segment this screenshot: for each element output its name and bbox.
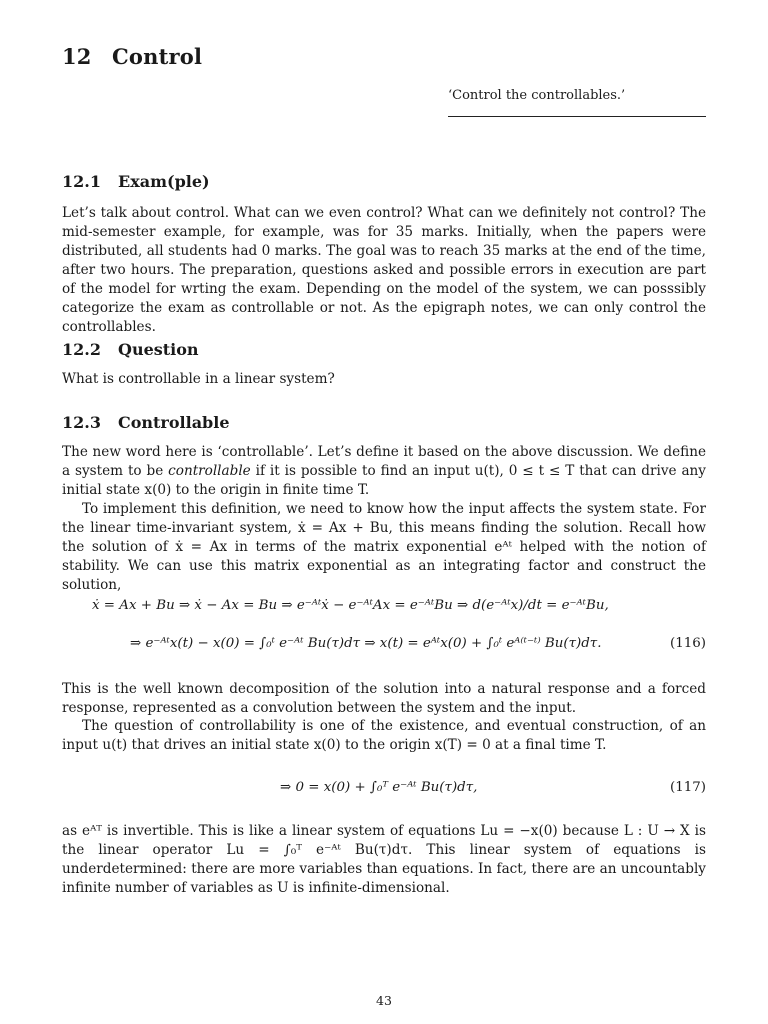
document-page xyxy=(62,0,706,1024)
section-heading-12-3 xyxy=(62,413,230,432)
paragraph-controllable-definition xyxy=(62,443,706,500)
paragraph-linear-operator: as eᴬᵀ is invertible. This is like a linear system of equations Lu = −x(0) because L : U → X is the linear operator Lu = ∫₀ᵀ e⁻ᴬᵗ Bu(τ)dτ. This linear system of equations is underdetermined: there are more variables than equations. In fact, there are an uncountably infinite number of variables as U is infinite-dimensional. xyxy=(62,823,706,896)
section-title: Question xyxy=(118,340,199,359)
emphasis-controllable: controllable xyxy=(168,463,251,479)
chapter-heading xyxy=(62,44,202,69)
paragraph-text: The new word here is ‘controllable’. Let’s define it based on the above discussion. We define a system to be xyxy=(62,444,706,479)
equation-116 xyxy=(62,592,706,654)
section-title: Exam(ple) xyxy=(118,172,210,191)
chapter-title: Control xyxy=(112,44,203,69)
section-heading-12-2 xyxy=(62,340,199,359)
section-number: 12.1 xyxy=(62,172,101,191)
equation-117-line: ⇒ 0 = x(0) + ∫₀ᵀ e⁻ᴬᵗ Bu(τ)dτ, xyxy=(280,780,478,795)
paragraph-exam: Let’s talk about control. What can we even control? What can we definitely not control? The mid-semester example, for example, was for 35 marks. Initially, when the papers were distributed, all students had 0 marks. The goal was to reach 35 marks at the end of the time, after two hours. The preparation, questions asked and possible errors in execution are part of the model for wrting the exam. Depending on the model of the system, we can posssibly categorize the exam as controllable or not. As the epigraph notes, we can only control the controllables. xyxy=(62,205,706,335)
equation-116-line-2: ⇒ e⁻ᴬᵗx(t) − x(0) = ∫₀ᵗ e⁻ᴬᵗ Bu(τ)dτ ⇒ x(t) = eᴬᵗx(0) + ∫₀ᵗ eᴬ⁽ᵗ⁻ᵗ⁾ Bu(τ)dτ. xyxy=(130,636,602,651)
equation-number: (116) xyxy=(669,636,706,651)
epigraph-rule xyxy=(448,116,706,117)
chapter-number: 12 xyxy=(62,44,92,69)
epigraph: ‘Control the controllables.’ xyxy=(448,88,626,103)
paragraph-implementation: To implement this definition, we need to know how the input affects the system state. For the linear time-invariant system, ẋ = Ax + Bu, this means finding the solution. Recall how the solution of ẋ = Ax in terms of the matrix exponential eᴬᵗ helped with the notion of stability. We can use this matrix exponential as an integrating factor and construct the solution, xyxy=(62,501,706,593)
equation-number: (117) xyxy=(669,780,706,795)
equation-116-line-1: ẋ = Ax + Bu ⇒ ẋ − Ax = Bu ⇒ e⁻ᴬᵗẋ − e⁻ᴬᵗAx = e⁻ᴬᵗBu ⇒ d(e⁻ᴬᵗx)/dt = e⁻ᴬᵗBu, xyxy=(92,598,609,613)
section-number: 12.3 xyxy=(62,413,101,432)
section-number: 12.2 xyxy=(62,340,101,359)
paragraph-controllability-question: The question of controllability is one of the existence, and eventual construction, of an input u(t) that drives an initial state x(0) to the origin x(T) = 0 at a final time T. xyxy=(62,718,706,753)
paragraph-text: if it is possible to find an input u(t), 0 ≤ t ≤ T that can drive any initial state x(0) to the origin in finite time T. xyxy=(62,463,706,498)
paragraph-decomposition: This is the well known decomposition of the solution into a natural response and a forced response, represented as a convolution between the system and the input. xyxy=(62,681,706,716)
section-heading-12-1 xyxy=(62,172,210,191)
paragraph-question: What is controllable in a linear system? xyxy=(62,371,335,387)
section-title: Controllable xyxy=(118,413,230,432)
equation-117 xyxy=(62,778,706,802)
page-number: 43 xyxy=(376,993,392,1008)
